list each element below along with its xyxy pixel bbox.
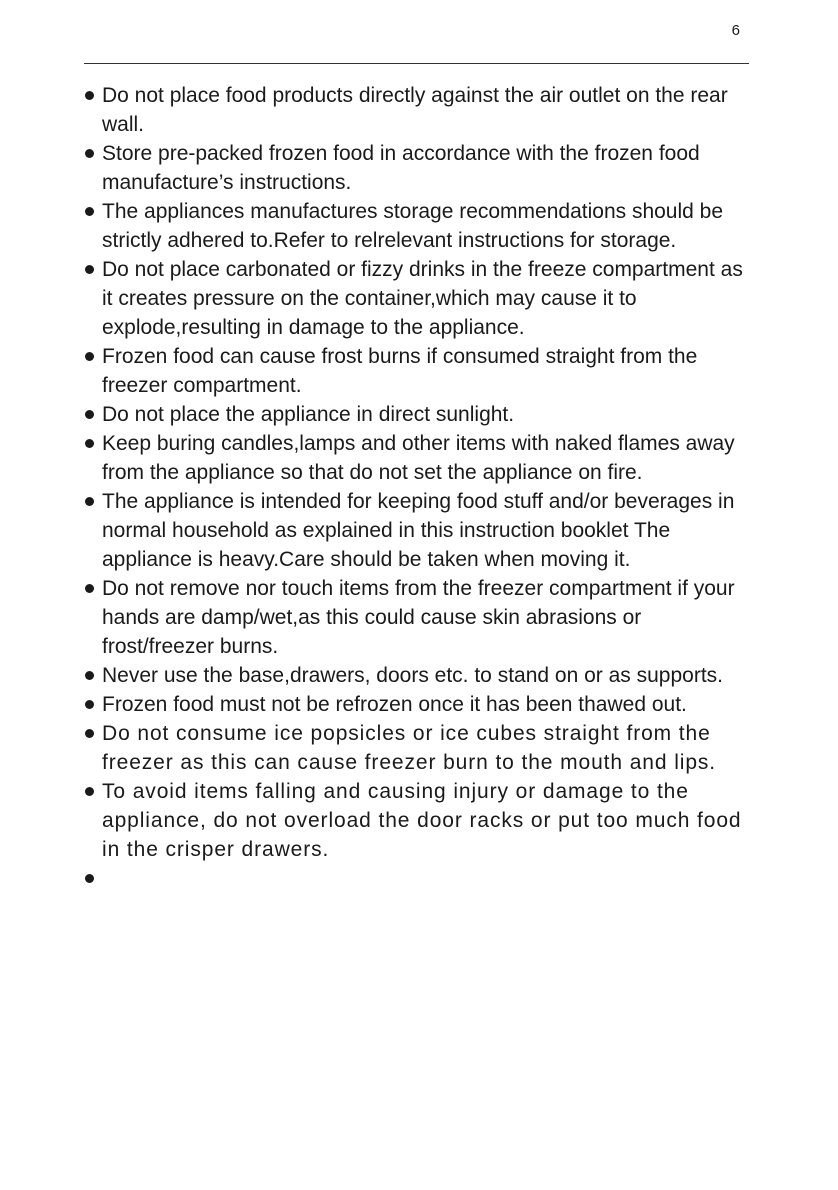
bullet-dot-icon [85, 584, 94, 593]
bullet-dot-icon [85, 352, 94, 361]
bullet-text: Do not consume ice popsicles or ice cubes straight from the freezer as this can cause freezer burn to the mouth and lips. [102, 722, 717, 774]
safety-bullet-list [84, 81, 754, 893]
bullet-item-12 [84, 719, 754, 777]
bullet-text: Frozen food must not be refrozen once it has been thawed out. [102, 693, 687, 716]
bullet-dot-icon [85, 497, 94, 506]
bullet-dot-icon [85, 207, 94, 216]
bullet-item-13 [84, 777, 754, 864]
bullet-text: Never use the base,drawers, doors etc. to stand on or as supports. [102, 664, 723, 687]
bullet-text: Frozen food can cause frost burns if consumed straight from the freezer compartment. [102, 345, 698, 397]
bullet-dot-icon [85, 91, 94, 100]
bullet-item-1 [84, 81, 754, 139]
bullet-dot-icon [85, 439, 94, 448]
bullet-text: Do not remove nor touch items from the freezer compartment if your hands are damp/wet,as this could cause skin abrasions or frost/freezer burns. [102, 577, 735, 658]
bullet-text: The appliance is intended for keeping food stuff and/or beverages in normal household as explained in this instruction booklet The appliance is heavy.Care should be taken when moving it. [102, 490, 735, 571]
bullet-item-3 [84, 197, 754, 255]
bullet-item-7 [84, 429, 754, 487]
page-number: 6 [731, 22, 740, 39]
bullet-text: Do not place carbonated or fizzy drinks in the freeze compartment as it creates pressure on the container,which may cause it to explode,resulting in damage to the appliance. [102, 258, 743, 339]
bullet-text: The appliances manufactures storage recommendations should be strictly adhered to.Refer to relrelevant instructions for storage. [102, 200, 724, 252]
bullet-item-5 [84, 342, 754, 400]
bullet-text: Store pre-packed frozen food in accordance with the frozen food manufacture’s instructions. [102, 142, 700, 194]
bullet-item-14 [84, 864, 754, 893]
bullet-dot-icon [85, 410, 94, 419]
bullet-dot-icon [85, 265, 94, 274]
bullet-item-6 [84, 400, 754, 429]
header-rule [84, 63, 749, 64]
bullet-item-9 [84, 574, 754, 661]
bullet-dot-icon [85, 787, 94, 796]
bullet-dot-icon [85, 729, 94, 738]
bullet-text: Keep buring candles,lamps and other items with naked flames away from the appliance so that do not set the appliance on fire. [102, 432, 735, 484]
bullet-text: Do not place food products directly against the air outlet on the rear wall. [102, 84, 728, 136]
bullet-text: Do not place the appliance in direct sunlight. [102, 403, 515, 426]
bullet-item-11 [84, 690, 754, 719]
bullet-dot-icon [85, 149, 94, 158]
bullet-item-4 [84, 255, 754, 342]
bullet-item-8 [84, 487, 754, 574]
bullet-dot-icon [85, 700, 94, 709]
bullet-item-10 [84, 661, 754, 690]
bullet-dot-icon [85, 874, 94, 883]
bullet-item-2 [84, 139, 754, 197]
bullet-text: To avoid items falling and causing injury or damage to the appliance, do not overload the door racks or put too much food in the crisper drawers. [102, 780, 742, 861]
bullet-dot-icon [85, 671, 94, 680]
